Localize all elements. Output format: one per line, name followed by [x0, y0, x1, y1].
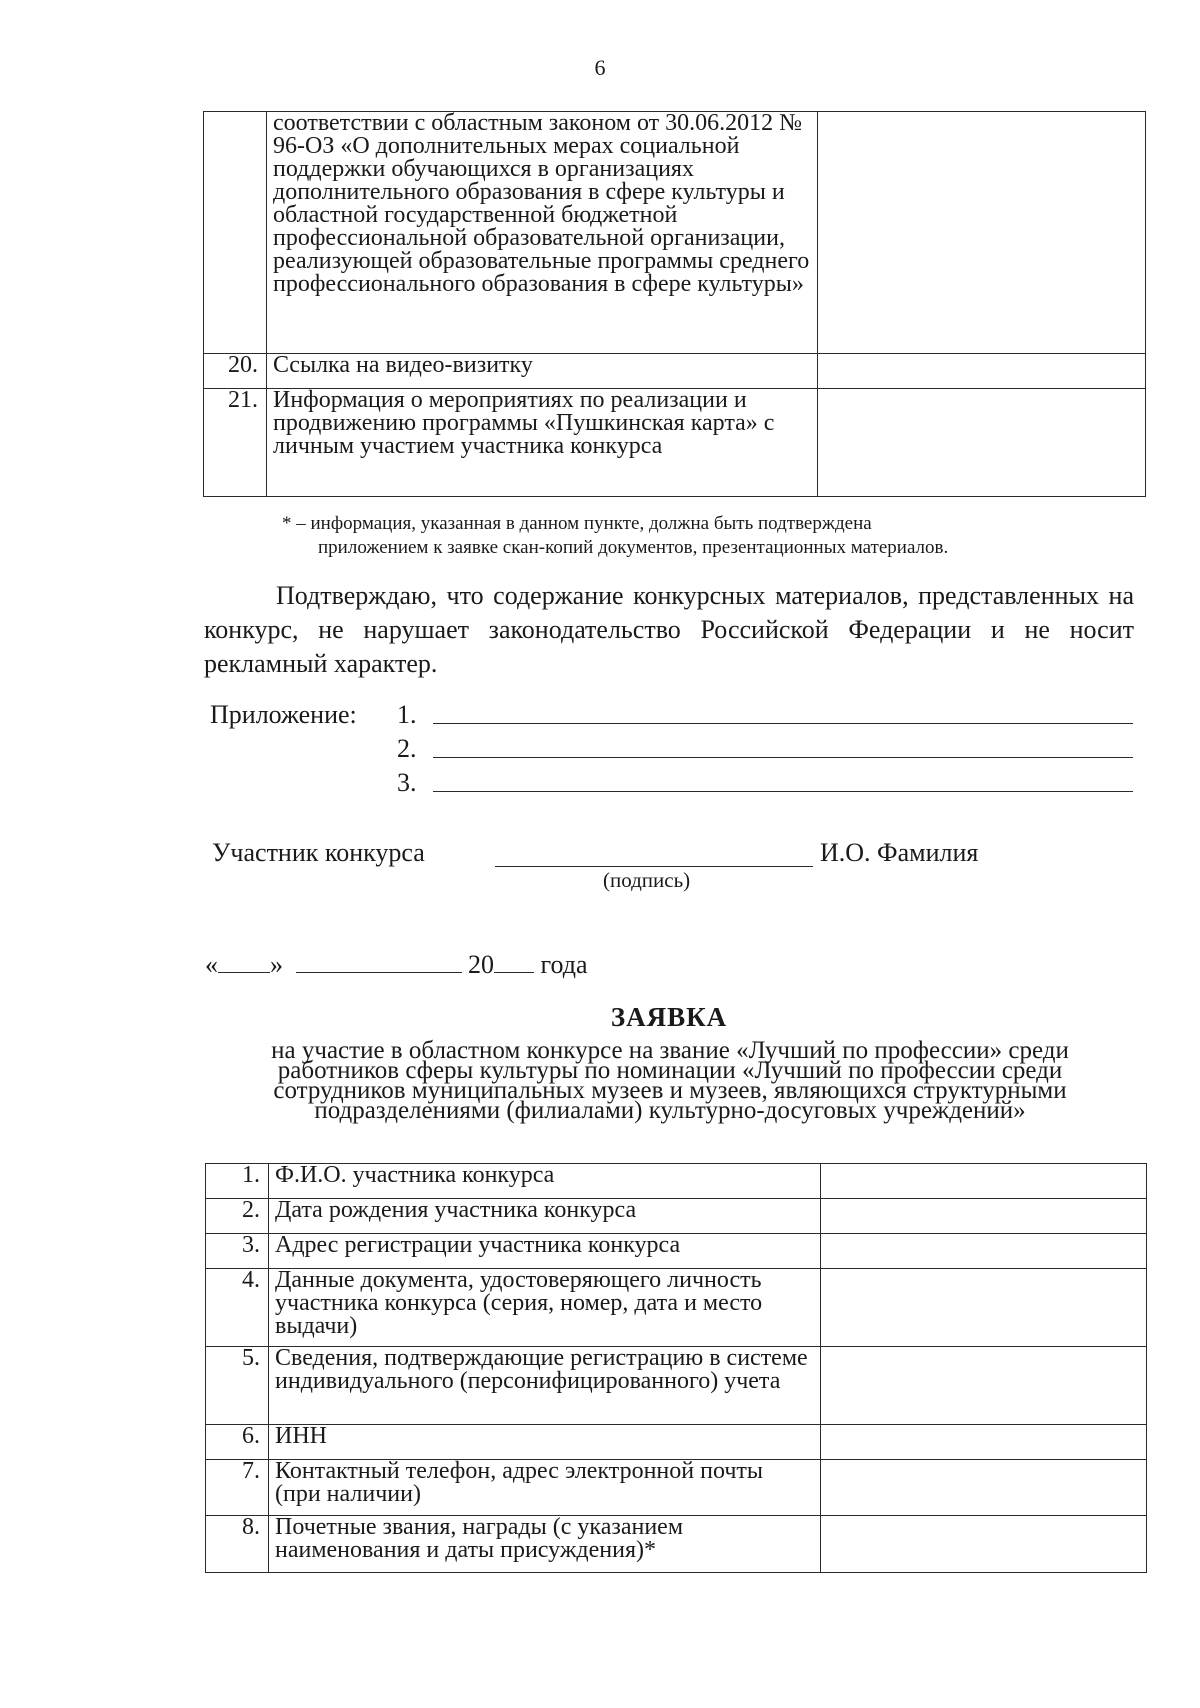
footnote-line-1: * – информация, указанная в данном пункте, должна быть подтверждена [282, 513, 872, 534]
table-row [206, 1460, 1147, 1516]
application-title: ЗАЯВКА [610, 1002, 728, 1032]
table-row [204, 354, 1146, 389]
row-number: 21. [204, 389, 267, 497]
row-text: Дата рождения участника конкурса [269, 1199, 821, 1234]
page-number: 6 [594, 55, 606, 80]
confirmation-paragraph: Подтверждаю, что содержание конкурсных материалов, представленных на конкурс, не нарушает законодательство Российской Федерации и не носит рекламный характер. [204, 581, 1134, 678]
year-prefix: 20 [468, 950, 494, 979]
row-value-cell[interactable] [821, 1516, 1147, 1573]
table-row [204, 112, 1146, 354]
application-subtitle: на участие в областном конкурсе на звание «Лучший по профессии» среди работников сферы культуры по номинации «Лучший по профессии среди сотрудников муниципальных музеев и музеев, являющихся структурными подразделениями (филиалами) культурно-досуговых учреждений» [271, 1037, 1069, 1124]
date-open-quote: « [205, 950, 218, 979]
table-row [206, 1516, 1147, 1573]
row-value-cell[interactable] [821, 1347, 1147, 1425]
row-text: Информация о мероприятиях по реализации и продвижению программы «Пушкинская карта» с личным участием участника конкурса [267, 389, 818, 497]
row-value-cell[interactable] [818, 112, 1146, 354]
participant-name: И.О. Фамилия [820, 838, 979, 867]
table-row [206, 1425, 1147, 1460]
table-row [206, 1347, 1147, 1425]
attachment-line[interactable] [433, 723, 1133, 724]
row-text: ИНН [269, 1425, 821, 1460]
row-text: Почетные звания, награды (с указанием наименования и даты присуждения)* [269, 1516, 821, 1573]
row-text: Данные документа, удостоверяющего личность участника конкурса (серия, номер, дата и место выдачи) [269, 1269, 821, 1347]
row-number: 2. [206, 1199, 269, 1234]
row-text: Сведения, подтверждающие регистрацию в системе индивидуального (персонифицированного) учета [269, 1347, 821, 1425]
row-number [204, 112, 267, 354]
table-row [206, 1199, 1147, 1234]
continuation-table [203, 111, 1146, 497]
participant-label: Участник конкурса [212, 838, 425, 867]
row-value-cell[interactable] [821, 1164, 1147, 1199]
attachment-number: 3. [397, 768, 417, 797]
row-number: 20. [204, 354, 267, 389]
row-text: Контактный телефон, адрес электронной почты (при наличии) [269, 1460, 821, 1516]
attachment-line[interactable] [433, 757, 1133, 758]
signature-caption: (подпись) [603, 868, 691, 892]
row-text: Адрес регистрации участника конкурса [269, 1234, 821, 1269]
attachment-line[interactable] [433, 791, 1133, 792]
attachment-number: 2. [397, 734, 417, 763]
row-number: 1. [206, 1164, 269, 1199]
row-number: 7. [206, 1460, 269, 1516]
row-number: 8. [206, 1516, 269, 1573]
row-value-cell[interactable] [821, 1425, 1147, 1460]
date-line [205, 950, 588, 980]
row-text: соответствии с областным законом от 30.06.2012 № 96-ОЗ «О дополнительных мерах социальной поддержки обучающихся в организациях дополнительного образования в сфере культуры и областной государственной бюджетной профессиональной образовательной организации, реализующей образовательные программы среднего профессионального образования в сфере культуры» [267, 112, 818, 354]
table-row [206, 1164, 1147, 1199]
row-number: 3. [206, 1234, 269, 1269]
attachments-label: Приложение: [210, 700, 357, 729]
footnote [282, 512, 1152, 560]
row-value-cell[interactable] [821, 1269, 1147, 1347]
table-row [206, 1269, 1147, 1347]
row-value-cell[interactable] [821, 1234, 1147, 1269]
row-number: 4. [206, 1269, 269, 1347]
table-row [204, 389, 1146, 497]
year-blank[interactable] [494, 950, 534, 973]
day-blank[interactable] [218, 950, 270, 973]
date-close-quote: » [270, 950, 283, 979]
row-text: Ссылка на видео-визитку [267, 354, 818, 389]
row-number: 5. [206, 1347, 269, 1425]
month-blank[interactable] [296, 950, 462, 973]
row-value-cell[interactable] [818, 389, 1146, 497]
footnote-line-2: приложением к заявке скан-копий документов, презентационных материалов. [318, 537, 949, 558]
table-row [206, 1234, 1147, 1269]
row-value-cell[interactable] [821, 1199, 1147, 1234]
row-value-cell[interactable] [818, 354, 1146, 389]
application-table [205, 1163, 1147, 1573]
attachment-number: 1. [397, 700, 417, 729]
date-suffix: года [540, 950, 588, 979]
signature-line[interactable] [495, 866, 813, 867]
row-number: 6. [206, 1425, 269, 1460]
row-value-cell[interactable] [821, 1460, 1147, 1516]
row-text: Ф.И.О. участника конкурса [269, 1164, 821, 1199]
